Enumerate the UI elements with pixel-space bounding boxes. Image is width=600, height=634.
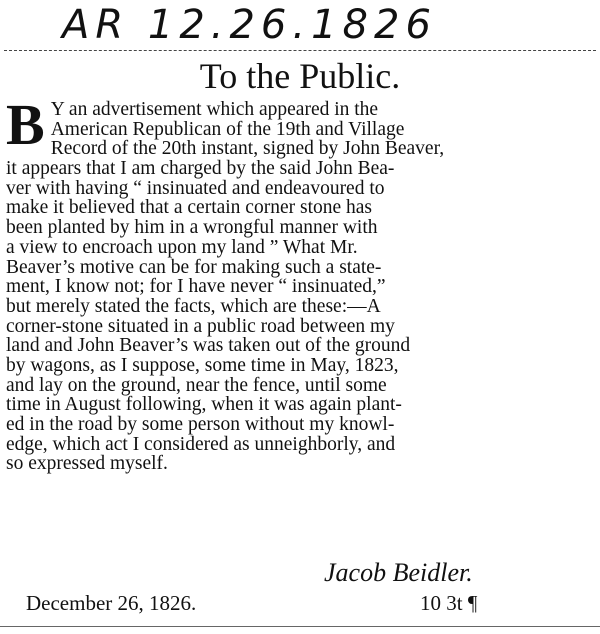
handwritten-archive-note: AR 12.26.1826: [62, 2, 437, 48]
body-line: make it believed that a certain corner stone has: [6, 197, 373, 219]
body-line: been planted by him in a wrongful manner with: [6, 217, 378, 239]
notice-title: To the Public.: [199, 56, 401, 96]
body-line: a view to encroach upon my land ” What Mr.: [6, 236, 358, 258]
body-line: land and John Beaver’s was taken out of the ground: [6, 335, 411, 357]
body-line: but merely stated the facts, which are these:—A: [6, 295, 381, 317]
body-line: corner-stone situated in a public road between my: [6, 315, 395, 337]
bottom-divider: [0, 626, 600, 627]
body-line: ed in the road by some person without my knowl-: [6, 414, 395, 435]
print-code: 10 3t ¶: [420, 591, 478, 615]
body-line: ver with having “ insinuated and endeavoured to: [6, 177, 385, 199]
body-line: time in August following, when it was again plant-: [6, 394, 402, 416]
body-line: edge, which act I considered as unneighborly, and: [6, 433, 396, 455]
drop-cap: B: [6, 92, 45, 157]
body-line: Beaver’s motive can be for making such a state-: [6, 256, 382, 278]
body-line: Y an advertisement which appeared in the: [50, 99, 379, 120]
top-divider: [4, 50, 596, 51]
body-line: American Republican of the 19th and Village: [50, 118, 405, 140]
notice-date: December 26, 1826.: [26, 591, 197, 615]
notice-body: [6, 92, 574, 475]
signature: Jacob Beidler.: [324, 558, 473, 587]
body-line: by wagons, as I suppose, some time in May, 1823,: [6, 354, 399, 376]
body-line: Record of the 20th instant, signed by John Beaver,: [50, 138, 445, 160]
body-line: it appears that I am charged by the said John Bea-: [6, 158, 395, 180]
body-line: ment, I know not; for I have never “ insinuated,”: [6, 276, 386, 298]
body-line: and lay on the ground, near the fence, until some: [6, 374, 387, 396]
body-line: so expressed myself.: [6, 453, 168, 475]
